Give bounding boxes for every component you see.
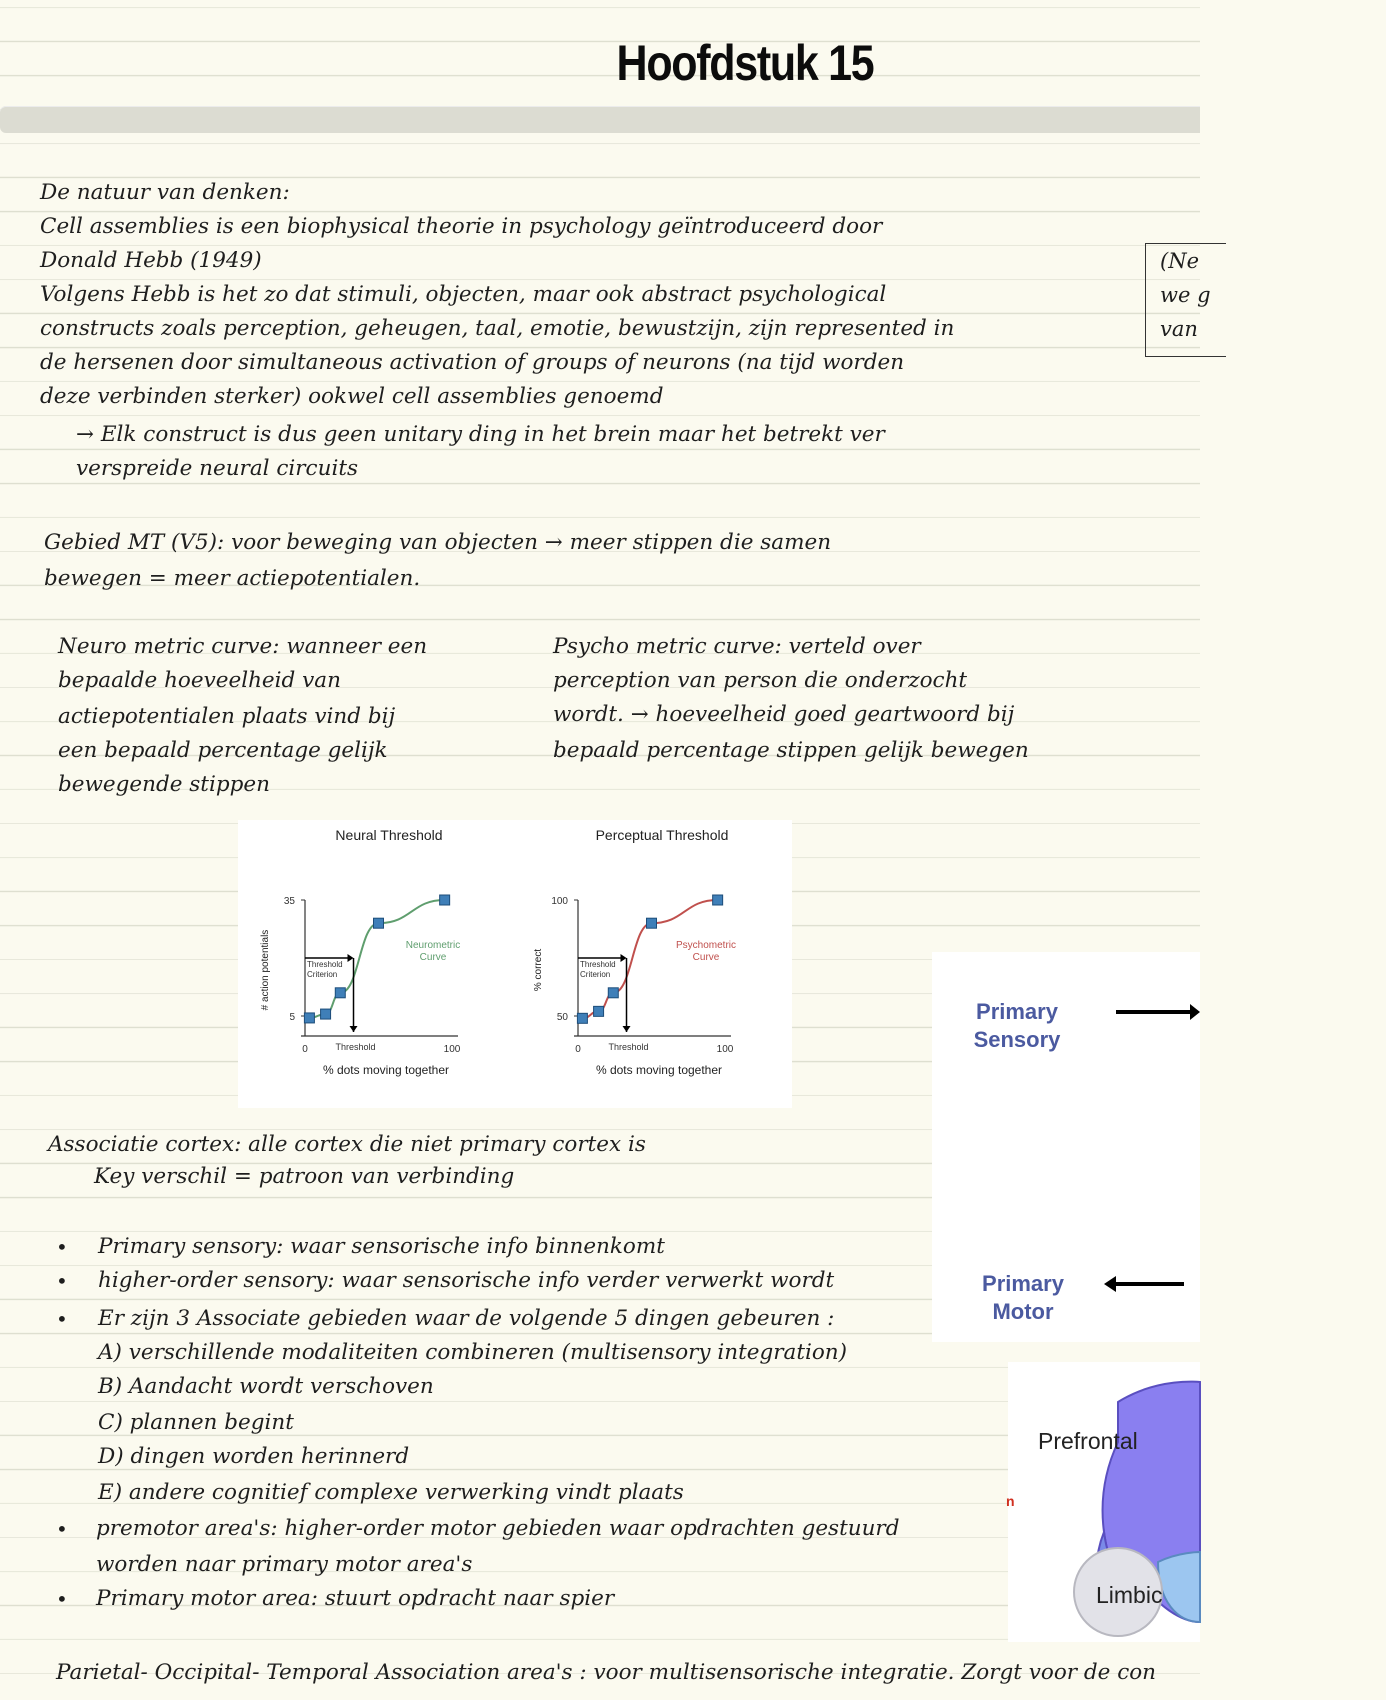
x-tick-label: 100: [443, 1044, 461, 1055]
data-point: [335, 988, 345, 998]
x-tick-label: 100: [716, 1044, 734, 1055]
primary-motor-label: [968, 1270, 1078, 1326]
temporal-lobe: [1158, 1552, 1200, 1622]
sub-item: D) dingen worden herinnerd: [98, 1444, 410, 1469]
bullet-item: Er zijn 3 Associate gebieden waar de volgende 5 dingen gebeuren :: [98, 1306, 835, 1331]
chart-title: Neural Threshold: [335, 827, 443, 843]
assoc-line: Key verschil = patroon van verbinding: [94, 1164, 515, 1189]
bullet-item: Primary motor area: stuurt opdracht naar spier: [96, 1586, 615, 1611]
bullet-item: premotor area's: higher-order motor gebieden waar opdrachten gestuurd: [96, 1516, 900, 1541]
x-tick-label: Threshold: [608, 1042, 649, 1052]
intro-line: Volgens Hebb is het zo dat stimuli, objecten, maar ook abstract psychological: [40, 282, 887, 307]
data-point: [374, 918, 384, 928]
intro-line: de hersenen door simultaneous activation of groups of neurons (na tijd worden: [40, 350, 905, 375]
curve-label: Psychometric: [675, 940, 737, 951]
criterion-arrowhead: [621, 954, 627, 962]
data-point: [713, 895, 723, 905]
x-axis-label: % dots moving together: [595, 1063, 723, 1077]
limbic-label: Limbic: [1096, 1582, 1163, 1608]
neuro-curve-line: Neuro metric curve: wanneer een: [58, 634, 428, 659]
assoc-line: Associatie cortex: alle cortex die niet primary cortex is: [48, 1132, 646, 1157]
chart-title: Perceptual Threshold: [595, 827, 729, 843]
bullet-dot: •: [56, 1269, 68, 1293]
side-note-line: we g: [1160, 283, 1211, 307]
intro-line: Donald Hebb (1949): [40, 248, 262, 273]
mt-line: bewegen = meer actiepotentialen.: [44, 566, 421, 591]
page-title: Hoofdstuk 15: [616, 35, 874, 91]
data-point: [594, 1006, 604, 1016]
intro-line: constructs zoals perception, geheugen, taal, emotie, bewustzijn, zijn represented in: [40, 316, 955, 341]
arrow-left-head: [1104, 1276, 1116, 1292]
y-tick-label: 50: [556, 1012, 568, 1023]
arrow-right-head: [1190, 1004, 1200, 1020]
mt-line: Gebied MT (V5): voor beweging van objecten → meer stippen die samen: [44, 530, 832, 555]
brain-lobes-image: [1008, 1362, 1200, 1642]
x-tick-label: 0: [302, 1044, 308, 1055]
threshold-arrowhead: [623, 1026, 631, 1032]
criterion-label: Criterion: [580, 970, 611, 979]
sub-item: B) Aandacht wordt verschoven: [98, 1374, 434, 1399]
criterion-label: Criterion: [307, 970, 338, 979]
bullet-item-cont: worden naar primary motor area's: [96, 1552, 473, 1577]
curve-label: Neurometric: [405, 940, 461, 951]
psycho-curve-line: wordt. → hoeveelheid goed geartwoord bij: [553, 702, 1015, 727]
psycho-curve-line: bepaald percentage stippen gelijk bewegen: [553, 738, 1029, 763]
data-point: [647, 918, 657, 928]
psycho-curve-line: Psycho metric curve: verteld over: [553, 634, 921, 659]
intro-arrow-line: → Elk construct is dus geen unitary ding in het brein maar het betrekt ver: [76, 422, 885, 447]
x-axis-label: % dots moving together: [322, 1063, 450, 1077]
y-tick-label: 100: [551, 896, 568, 907]
sub-item: E) andere cognitief complexe verwerking vindt plaats: [98, 1480, 684, 1505]
curve-label: Curve: [419, 952, 447, 963]
psycho-curve-line: perception van person die onderzocht: [553, 668, 968, 693]
side-note-line: van: [1160, 317, 1198, 341]
y-axis-label: # action potentials: [260, 929, 271, 1011]
side-note-line: (Ne: [1160, 249, 1199, 273]
header-divider-band: [0, 106, 1200, 133]
bullet-dot: •: [56, 1517, 68, 1541]
intro-arrow-line: verspreide neural circuits: [76, 456, 358, 481]
neuro-curve-line: een bepaald percentage gelijk: [58, 738, 388, 763]
sub-item: C) plannen begint: [98, 1410, 294, 1435]
bullet-dot: •: [56, 1235, 68, 1259]
threshold-arrowhead: [350, 1026, 358, 1032]
bullet-dot: •: [56, 1307, 68, 1331]
neuro-curve-line: bepaalde hoeveelheid van: [58, 668, 341, 693]
cut-off-letter: n: [1006, 1493, 1015, 1509]
primary-sensory-text: Primary Sensory: [973, 999, 1061, 1052]
threshold-charts-svg: [238, 820, 792, 1108]
neuro-curve-line: bewegende stippen: [58, 772, 270, 797]
data-point: [321, 1009, 331, 1019]
sub-item: A) verschillende modaliteiten combineren (multisensory integration): [98, 1340, 848, 1365]
data-point: [440, 895, 450, 905]
criterion-label: Threshold: [307, 960, 343, 969]
criterion-label: Threshold: [580, 960, 616, 969]
side-note-box: [1145, 243, 1226, 357]
neuro-curve-line: actiepotentialen plaats vind bij: [58, 704, 396, 729]
intro-line: Cell assemblies is een biophysical theorie in psychology geïntroduceerd door: [40, 214, 883, 239]
y-axis-label: % correct: [533, 948, 544, 992]
curve-label: Curve: [692, 952, 720, 963]
brain-diagram-panel: [932, 952, 1200, 1342]
bottom-line: Parietal- Occipital- Temporal Association area's : voor multisensorische integratie. Zorgt voor de con: [56, 1660, 1157, 1685]
data-point: [608, 988, 618, 998]
prefrontal-label: Prefrontal: [1038, 1428, 1138, 1454]
primary-motor-text: Primary Motor: [982, 1271, 1064, 1324]
intro-line: De natuur van denken:: [40, 180, 290, 205]
bullet-item: Primary sensory: waar sensorische info binnenkomt: [98, 1234, 665, 1259]
bullet-item: higher-order sensory: waar sensorische info verder verwerkt wordt: [98, 1268, 835, 1293]
x-tick-label: 0: [575, 1044, 581, 1055]
bullet-dot: •: [56, 1587, 68, 1611]
intro-line: deze verbinden sterker) ookwel cell assemblies genoemd: [40, 384, 664, 409]
threshold-figure: [238, 820, 792, 1108]
data-point: [304, 1013, 314, 1023]
y-tick-label: 5: [289, 1012, 295, 1023]
criterion-arrowhead: [348, 954, 354, 962]
x-tick-label: Threshold: [335, 1042, 376, 1052]
y-tick-label: 35: [283, 896, 295, 907]
data-point: [577, 1013, 587, 1023]
